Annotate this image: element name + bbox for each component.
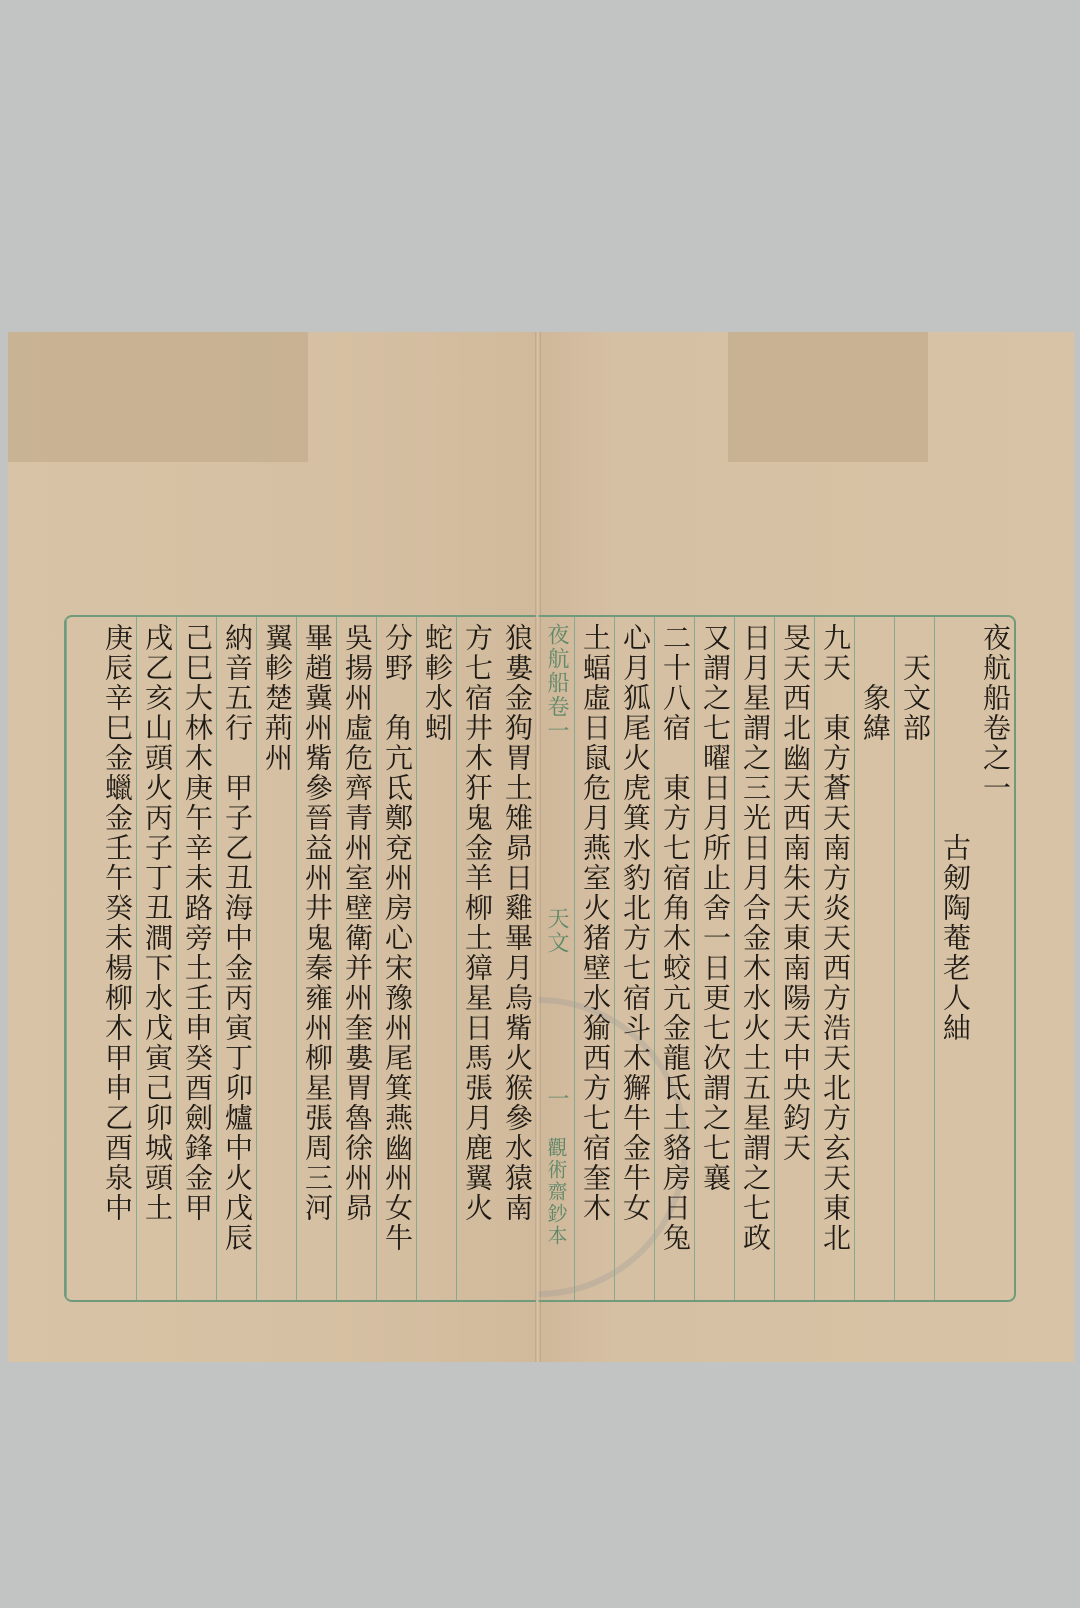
author-line: 古剱陶菴老人紬 — [934, 617, 974, 1300]
text-column: 狼婁金狗胃土雉昴日雞畢月烏觜火猴參水猿南 — [501, 623, 534, 1223]
text-column: 九天 東方蒼天南方炎天西方浩天北方玄天東北 — [814, 617, 854, 1300]
text-column: 納音五行 甲子乙丑海中金丙寅丁卯爐中火戊辰 — [216, 617, 256, 1300]
text-column: 土蝠虛日鼠危月燕室火猪壁水㺄西方七宿奎木 — [574, 617, 614, 1300]
section-heading: 天文部 — [894, 617, 934, 1300]
text-column: 分野 角亢氐鄭兗州房心宋豫州尾箕燕幽州女牛 — [376, 617, 416, 1300]
text-column: 畢趙冀州觜參晉益州井鬼秦雍州柳星張周三河 — [296, 617, 336, 1300]
text-column: 方七宿井木犴鬼金羊柳土獐星日馬張月鹿翼火 — [456, 617, 496, 1300]
right-text-frame — [538, 615, 1016, 1302]
text-column: 又謂之七曜日月所止舍一日更七次謂之七襄 — [694, 617, 734, 1300]
text-column: 蛇軫水蚓 — [416, 617, 456, 1300]
paper-stain — [728, 332, 928, 462]
left-text-frame — [64, 615, 536, 1302]
text-column: 吳揚州虛危齊青州室壁衛并州奎婁胃魯徐州昴 — [336, 617, 376, 1300]
left-page — [8, 332, 538, 1362]
text-column: 庚辰辛巳金蠟金壬午癸未楊柳木甲申乙酉泉中 — [66, 617, 136, 1300]
subsection-heading: 象緯 — [854, 617, 894, 1300]
text-column: 日月星謂之三光日月合金木水火土五星謂之七政 — [734, 617, 774, 1300]
text-column: 己巳大林木庚午辛未路旁土壬申癸酉劍鋒金甲 — [176, 617, 216, 1300]
book-spread — [8, 332, 1074, 1362]
paper-stain — [8, 332, 308, 462]
text-column: 旻天西北幽天西南朱天東南陽天中央鈞天 — [774, 617, 814, 1300]
center-fold-margin — [538, 617, 574, 1300]
book-gutter — [535, 332, 541, 1362]
text-column: 翼軫楚荊州 — [256, 617, 296, 1300]
right-page — [538, 332, 1074, 1362]
text-column: 二十八宿 東方七宿角木蛟亢金龍氐土貉房日兔 — [654, 617, 694, 1300]
text-column: 心月狐尾火虎箕水豹北方七宿斗木獬牛金牛女 — [614, 617, 654, 1300]
banxin-title: 夜航船卷一 — [544, 623, 569, 743]
banxin-section: 天文 — [544, 907, 569, 955]
text-column: 戌乙亥山頭火丙子丁丑澗下水戊寅己卯城頭土 — [136, 617, 176, 1300]
banxin-studio: 觀術齋鈔本 — [544, 1137, 568, 1247]
volume-title: 夜航船卷之一 — [979, 623, 1012, 803]
banxin-page: 一 — [544, 1087, 569, 1111]
